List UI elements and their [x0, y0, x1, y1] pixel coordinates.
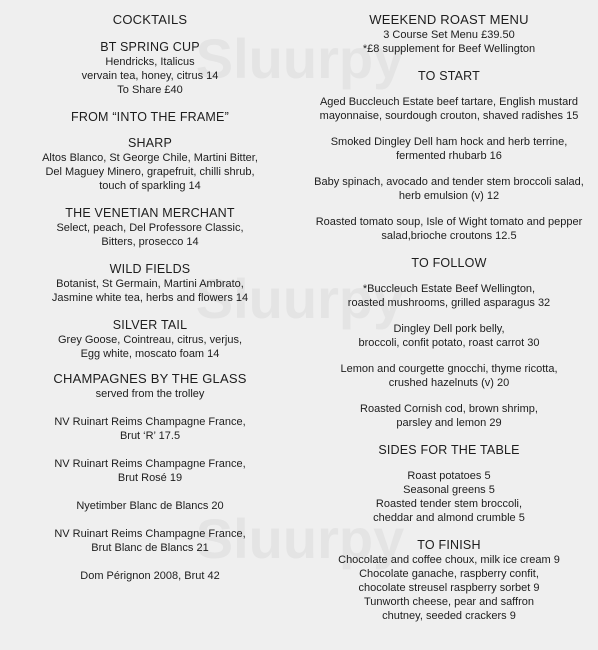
menu-line: Smoked Dingley Dell ham hock and herb terrine, — [330, 136, 568, 148]
cocktail-title: SILVER TAIL — [112, 318, 188, 332]
menu-line: Seasonal greens 5 — [403, 484, 495, 496]
cocktail-title: THE VENETIAN MERCHANT — [65, 206, 235, 220]
menu-line: fermented rhubarb 16 — [396, 150, 502, 162]
champagnes-heading: CHAMPAGNES BY THE GLASS — [53, 371, 247, 386]
sides-heading: SIDES FOR THE TABLE — [378, 443, 520, 457]
cocktail-line: Select, peach, Del Professore Classic, — [56, 222, 244, 234]
cocktail-line: Botanist, St Germain, Martini Ambrato, — [56, 278, 244, 290]
watermark-text: Sluurpy — [195, 267, 405, 330]
menu-line: salad,brioche croutons 12.5 — [381, 230, 517, 242]
left-column — [0, 0, 300, 583]
roast-intro-line: 3 Course Set Menu £39.50 — [383, 29, 515, 41]
cocktail-line: Bitters, prosecco 14 — [101, 236, 199, 248]
cocktail-title: WILD FIELDS — [109, 262, 191, 276]
cocktail-line: touch of sparkling 14 — [99, 180, 201, 192]
cocktail-line: Grey Goose, Cointreau, citrus, verjus, — [57, 334, 242, 346]
menu-line: Chocolate and coffee choux, milk ice cream 9 — [338, 554, 560, 566]
right-column — [299, 0, 598, 623]
champagne-line: NV Ruinart Reims Champagne France, — [54, 458, 246, 470]
to-finish-heading: TO FINISH — [417, 538, 481, 552]
menu-line: Roast potatoes 5 — [407, 470, 491, 482]
menu-line: Roasted Cornish cod, brown shrimp, — [360, 403, 538, 415]
champagne-item — [0, 569, 300, 583]
cocktail-line: Jasmine white tea, herbs and flowers 14 — [51, 292, 249, 304]
menu-line: chocolate streusel raspberry sorbet 9 — [358, 582, 540, 594]
cocktail-bt-spring-cup — [0, 39, 300, 97]
menu-line: *Buccleuch Estate Beef Wellington, — [362, 283, 536, 295]
menu-item — [299, 215, 598, 243]
menu-line: Lemon and courgette gnocchi, thyme ricotta, — [340, 363, 558, 375]
menu-line: roasted mushrooms, grilled asparagus 32 — [347, 297, 551, 309]
champagne-line: NV Ruinart Reims Champagne France, — [54, 528, 246, 540]
menu-item — [299, 362, 598, 390]
champagne-line: NV Ruinart Reims Champagne France, — [54, 416, 246, 428]
champagne-line: Dom Pérignon 2008, Brut 42 — [80, 570, 220, 582]
section-subheading: FROM “INTO THE FRAME” — [71, 110, 229, 124]
champagne-item — [0, 457, 300, 485]
to-follow-heading: TO FOLLOW — [411, 256, 487, 270]
cocktail-title: BT SPRING CUP — [100, 40, 200, 54]
to-start-heading: TO START — [417, 69, 481, 83]
menu-line: Dingley Dell pork belly, — [393, 323, 505, 335]
cocktail-venetian-merchant — [0, 205, 300, 249]
watermark-text: Sluurpy — [195, 27, 405, 90]
menu-line: Chocolate ganache, raspberry confit, — [359, 568, 539, 580]
sides-list — [299, 469, 598, 525]
champagnes-subtitle: served from the trolley — [95, 388, 205, 400]
menu-item — [299, 95, 598, 123]
cocktail-sharp — [0, 135, 300, 193]
menu-line: broccoli, confit potato, roast carrot 30 — [358, 337, 540, 349]
cocktail-wild-fields — [0, 261, 300, 305]
roast-intro-line: *£8 supplement for Beef Wellington — [362, 43, 536, 55]
champagne-item — [0, 527, 300, 555]
menu-line: cheddar and almond crumble 5 — [373, 512, 525, 524]
cocktail-silver-tail — [0, 317, 300, 361]
menu-line: parsley and lemon 29 — [396, 417, 502, 429]
menu-line: Roasted tomato soup, Isle of Wight tomato and pepper — [315, 216, 583, 228]
menu-line: Baby spinach, avocado and tender stem broccoli salad, — [314, 176, 584, 188]
cocktail-line: Altos Blanco, St George Chile, Martini Bitter, — [42, 152, 258, 164]
menu-item — [299, 402, 598, 430]
champagne-line: Brut ‘R’ 17.5 — [119, 430, 181, 442]
menu-item — [299, 175, 598, 203]
champagne-item — [0, 415, 300, 443]
menu-line: Tunworth cheese, pear and saffron — [364, 596, 534, 608]
cocktail-line: To Share £40 — [117, 84, 183, 96]
cocktails-heading: COCKTAILS — [112, 12, 188, 27]
menu-line: Aged Buccleuch Estate beef tartare, English mustard — [319, 96, 579, 108]
cocktail-line: Del Maguey Minero, grapefruit, chilli shrub, — [45, 166, 255, 178]
menu-line: herb emulsion (v) 12 — [398, 190, 500, 202]
menu-item — [299, 135, 598, 163]
cocktail-line: vervain tea, honey, citrus 14 — [81, 70, 219, 82]
menu-line: crushed hazelnuts (v) 20 — [388, 377, 510, 389]
champagne-line: Brut Blanc de Blancs 21 — [91, 542, 209, 554]
menu-item — [299, 322, 598, 350]
cocktail-title: SHARP — [127, 136, 173, 150]
champagne-line: Brut Rosé 19 — [117, 472, 183, 484]
roast-heading: WEEKEND ROAST MENU — [369, 12, 529, 27]
menu-item — [299, 282, 598, 310]
finish-list — [299, 553, 598, 623]
cocktail-line: Hendricks, Italicus — [105, 56, 195, 68]
cocktail-line: Egg white, moscato foam 14 — [80, 348, 220, 360]
menu-line: mayonnaise, sourdough crouton, shaved radishes 15 — [319, 110, 579, 122]
watermark-text: Sluurpy — [195, 507, 405, 570]
champagne-line: Nyetimber Blanc de Blancs 20 — [76, 500, 224, 512]
champagne-item — [0, 499, 300, 513]
menu-line: Roasted tender stem broccoli, — [375, 498, 523, 510]
menu-line: chutney, seeded crackers 9 — [382, 610, 516, 622]
